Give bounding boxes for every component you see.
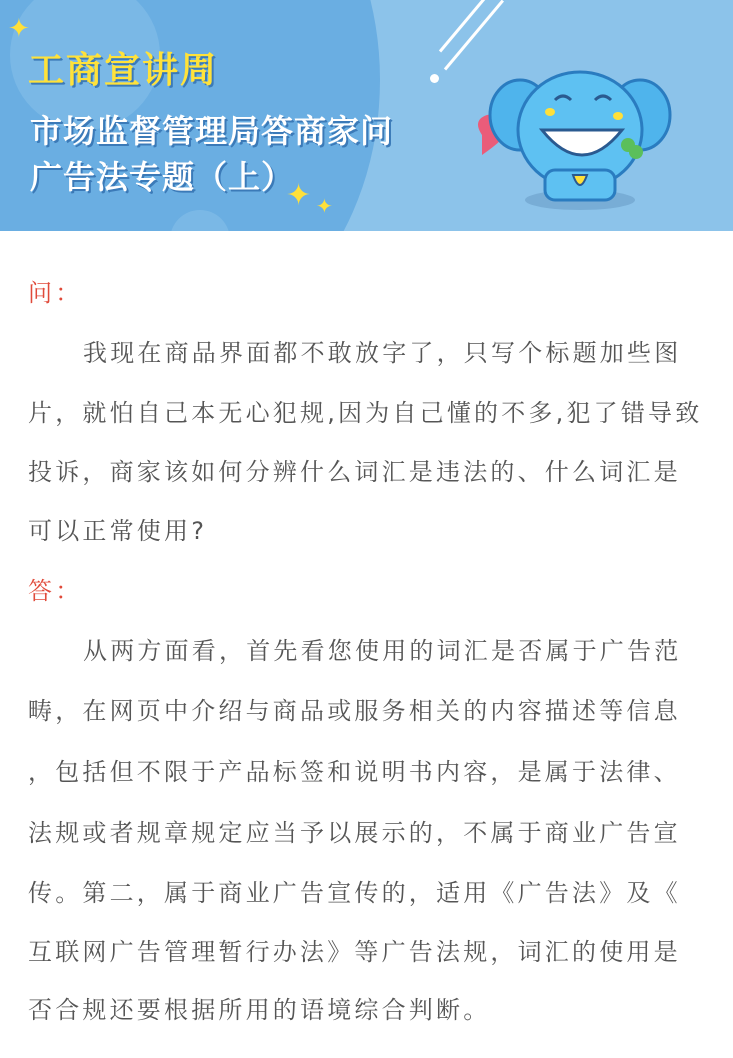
question-line: 可以正常使用? bbox=[28, 517, 208, 545]
answer-line: 传。第二，属于商业广告宣传的，适用《广告法》及《 bbox=[28, 879, 681, 907]
shooting-star-dot bbox=[430, 74, 439, 83]
elephant-mascot-icon bbox=[470, 40, 690, 220]
answer-line: 法规或者规章规定应当予以展示的，不属于商业广告宣 bbox=[28, 819, 681, 847]
sparkle-icon: ✦ bbox=[8, 14, 30, 44]
answer-line: 互联网广告管理暂行办法》等广告法规，词汇的使用是 bbox=[28, 938, 681, 966]
question-line: 我现在商品界面都不敢放字了，只写个标题加些图 bbox=[83, 339, 682, 367]
question-line: 片，就怕自己本无心犯规,因为自己懂的不多,犯了错导致 bbox=[28, 399, 703, 427]
banner-subtitle-line: 广告法专题（上） bbox=[30, 158, 295, 196]
banner-subtitle bbox=[30, 108, 393, 200]
answer-line: 从两方面看，首先看您使用的词汇是否属于广告范 bbox=[83, 637, 682, 665]
answer-label: 答： bbox=[28, 577, 83, 605]
sparkle-icon: ✦ bbox=[286, 178, 312, 213]
answer-line: ，包括但不限于产品标签和说明书内容，是属于法律、 bbox=[28, 758, 681, 786]
banner-subtitle-line: 市场监督管理局答商家问 bbox=[30, 112, 394, 150]
answer-line: 否合规还要根据所用的语境综合判断。 bbox=[28, 996, 491, 1024]
banner-title: 工商宣讲周 bbox=[28, 50, 219, 91]
answer-line: 畴，在网页中介绍与商品或服务相关的内容描述等信息 bbox=[28, 697, 681, 725]
question-label: 问： bbox=[28, 279, 83, 307]
question-line: 投诉，商家该如何分辨什么词汇是违法的、什么词汇是 bbox=[28, 458, 681, 486]
header-banner bbox=[0, 0, 733, 231]
sparkle-icon: ✦ bbox=[316, 194, 333, 218]
